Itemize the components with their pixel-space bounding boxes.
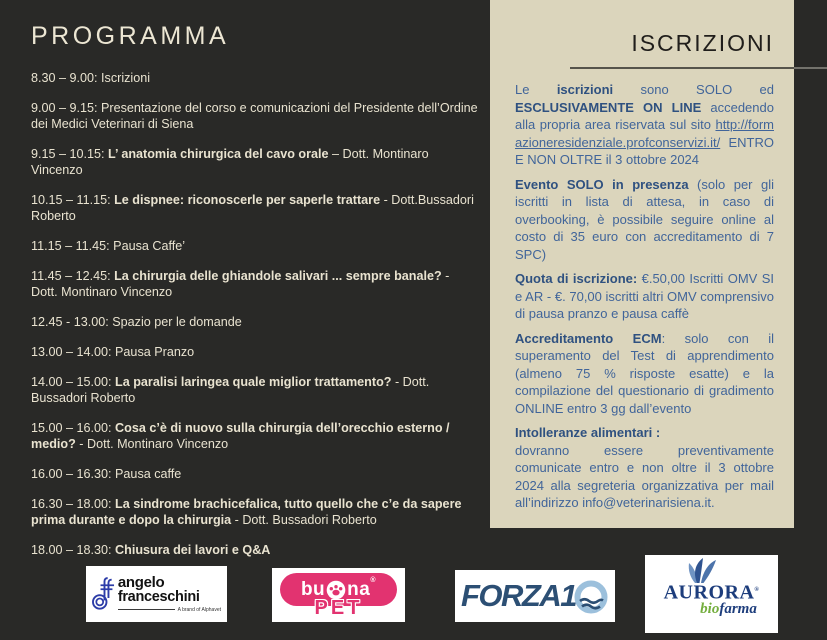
- text: €.50,00 Iscritti OMV SI e AR - €. 70,00 iscritti altri OMV comprensivo di pausa pranzo e pausa caffè: [515, 271, 775, 321]
- text-bold: iscrizioni: [556, 82, 614, 97]
- text: : solo con il superamento del Test di apprendimento (almeno 75 % risposte esatte) e la compilazione del questionario di gradimento ONLINE entro 3 gg dall’evento: [515, 330, 774, 416]
- schedule-topic: L’ anatomia chirurgica del cavo orale: [104, 147, 329, 161]
- forza10-wordmark: FORZA1: [461, 578, 576, 613]
- heading-rule: [570, 67, 794, 69]
- sponsor-logo-aurora-biofarma: [645, 555, 778, 633]
- schedule-time: 14.00 – 15.00:: [31, 375, 112, 389]
- schedule-time: 10.15 – 11.15:: [31, 193, 111, 207]
- fee-info: [515, 270, 774, 323]
- sponsor-logo-forza10: [455, 570, 615, 622]
- iscrizioni-panel: [490, 0, 794, 528]
- schedule-topic: Chiusura dei lavori e Q&A: [111, 543, 271, 557]
- text-bold: Intolleranze alimentari :: [515, 425, 661, 440]
- schedule-time: 16.00 – 16.30:: [31, 467, 112, 481]
- buonapet-part1: bu: [300, 578, 326, 600]
- schedule-time: 13.00 – 14.00:: [31, 345, 112, 359]
- schedule-time: 8.30 – 9.00:: [31, 71, 98, 85]
- schedule-topic: La chirurgia delle ghiandole salivari ... sempre banale?: [110, 269, 442, 283]
- text-bold: Quota di iscrizione:: [515, 271, 638, 286]
- franceschini-line1: angelo: [117, 573, 165, 591]
- aurora-bio: bio: [700, 600, 720, 617]
- schedule-detail: Spazio per le domande: [108, 315, 242, 329]
- program-column: [31, 22, 478, 572]
- schedule-detail: Pausa caffe: [111, 467, 182, 481]
- franceschini-monogram-icon: [91, 572, 115, 616]
- franceschini-tagline: A brand of Alphavet: [177, 606, 221, 613]
- schedule-item: [31, 496, 478, 528]
- schedule-time: 11.45 – 12.45:: [31, 269, 111, 283]
- schedule-time: 16.30 – 18.00:: [31, 497, 112, 511]
- aurora-biofarma-label: [645, 602, 778, 616]
- sponsor-logo-buonapet: [272, 568, 405, 622]
- schedule-item: [31, 70, 478, 86]
- schedule-topic: La sindrome brachicefalica, tutto quello che c’e da sapere prima durante e dopo la chirurgia: [31, 497, 462, 527]
- schedule-detail: Presentazione del corso e comunicazioni del Presidente dell’Ordine dei Medici Veterinari di Siena: [31, 101, 478, 131]
- schedule-topic: Le dispnee: riconoscerle per saperle trattare: [110, 193, 381, 207]
- franceschini-wordmark: [117, 573, 221, 613]
- text: (solo per gli iscritti in lista di attesa, in caso di overbooking, è possibile seguire online al costo di 35 euro con accreditamento di 7 SPC): [515, 176, 774, 262]
- iscrizioni-title: ISCRIZIONI: [631, 30, 774, 56]
- schedule-item: [31, 344, 478, 360]
- iscrizioni-body: [515, 81, 774, 512]
- text: Le: [515, 82, 557, 97]
- text-bold: ESCLUSIVAMENTE ON LINE: [515, 99, 702, 115]
- schedule-detail: - Dott.Bussadori Roberto: [31, 193, 474, 223]
- buonapet-pet-label: PET: [314, 597, 363, 619]
- aurora-wordmark: [645, 581, 778, 603]
- schedule-detail: Pausa Caffe’: [109, 239, 186, 253]
- ecm-info: [515, 330, 774, 418]
- franceschini-divider: [118, 609, 175, 610]
- schedule-detail: - Dott. Montinaro Vincenzo: [75, 437, 229, 451]
- text: sono SOLO ed: [613, 82, 774, 97]
- schedule-time: 12.45 - 13.00:: [31, 315, 109, 329]
- aurora-farma: farma: [719, 600, 757, 617]
- buonapet-part2: na: [347, 578, 371, 600]
- schedule-item: [31, 268, 478, 300]
- schedule-detail: - Dott. Bussadori Roberto: [231, 513, 377, 527]
- text: accedendo alla propria area riservata sul sito: [515, 99, 774, 132]
- text-bold: Accreditamento ECM: [515, 330, 662, 346]
- text-bold: Evento SOLO in presenza: [515, 176, 689, 192]
- schedule-item: [31, 192, 478, 224]
- forza10-wave-zero-icon: [573, 578, 609, 616]
- schedule-item: [31, 146, 478, 178]
- schedule-time: 9.00 – 9.15:: [31, 101, 98, 115]
- heading-rule-extension: [794, 67, 827, 69]
- aurora-name: AURORA: [663, 581, 755, 604]
- schedule-detail: Pausa Pranzo: [111, 345, 195, 359]
- schedule-topic: Cosa c’è di nuovo sulla chirurgia dell’orecchio esterno / medio?: [31, 421, 450, 451]
- event-mode-info: [515, 176, 774, 264]
- buonapet-registered-mark: ®: [370, 577, 377, 584]
- schedule-item: [31, 314, 478, 330]
- schedule-time: 11.15 – 11.45:: [31, 239, 110, 253]
- program-title: PROGRAMMA: [31, 22, 230, 50]
- food-intolerance-info: [515, 424, 774, 512]
- schedule-detail: – Dott. Montinaro Vincenzo: [31, 147, 429, 177]
- text: dovranno essere preventivamente comunicate entro e non oltre il 3 ottobre 2024 alla segreteria organizzativa per mail all’indirizzo info@veterinarisiena.it.: [515, 442, 774, 510]
- sponsor-logo-angelo-franceschini: [86, 566, 227, 622]
- schedule-list: [31, 70, 478, 558]
- deadline-text: ENTRO E NON OLTRE il 3 ottobre 2024: [515, 134, 774, 167]
- schedule-time: 15.00 – 16.00:: [31, 421, 112, 435]
- registration-info: [515, 81, 774, 169]
- aurora-tulip-icon: [683, 557, 719, 583]
- schedule-detail: Iscrizioni: [97, 71, 151, 85]
- schedule-item: [31, 420, 478, 452]
- schedule-item: [31, 466, 478, 482]
- schedule-detail: - Dott. Bussadori Roberto: [31, 375, 430, 405]
- schedule-item: [31, 100, 478, 132]
- franceschini-line2: franceschini: [117, 588, 200, 605]
- aurora-registered-mark: ®: [754, 587, 760, 593]
- schedule-item: [31, 238, 478, 254]
- schedule-time: 9.15 – 10.15:: [31, 147, 105, 161]
- schedule-item: [31, 542, 478, 558]
- schedule-item: [31, 374, 478, 406]
- schedule-topic: La paralisi laringea quale miglior trattamento?: [111, 375, 392, 389]
- schedule-detail: - Dott. Montinaro Vincenzo: [31, 269, 450, 299]
- schedule-time: 18.00 – 18.30:: [31, 543, 112, 557]
- registration-link[interactable]: http://formazioneresidenziale.profconservizi.it/: [515, 117, 774, 150]
